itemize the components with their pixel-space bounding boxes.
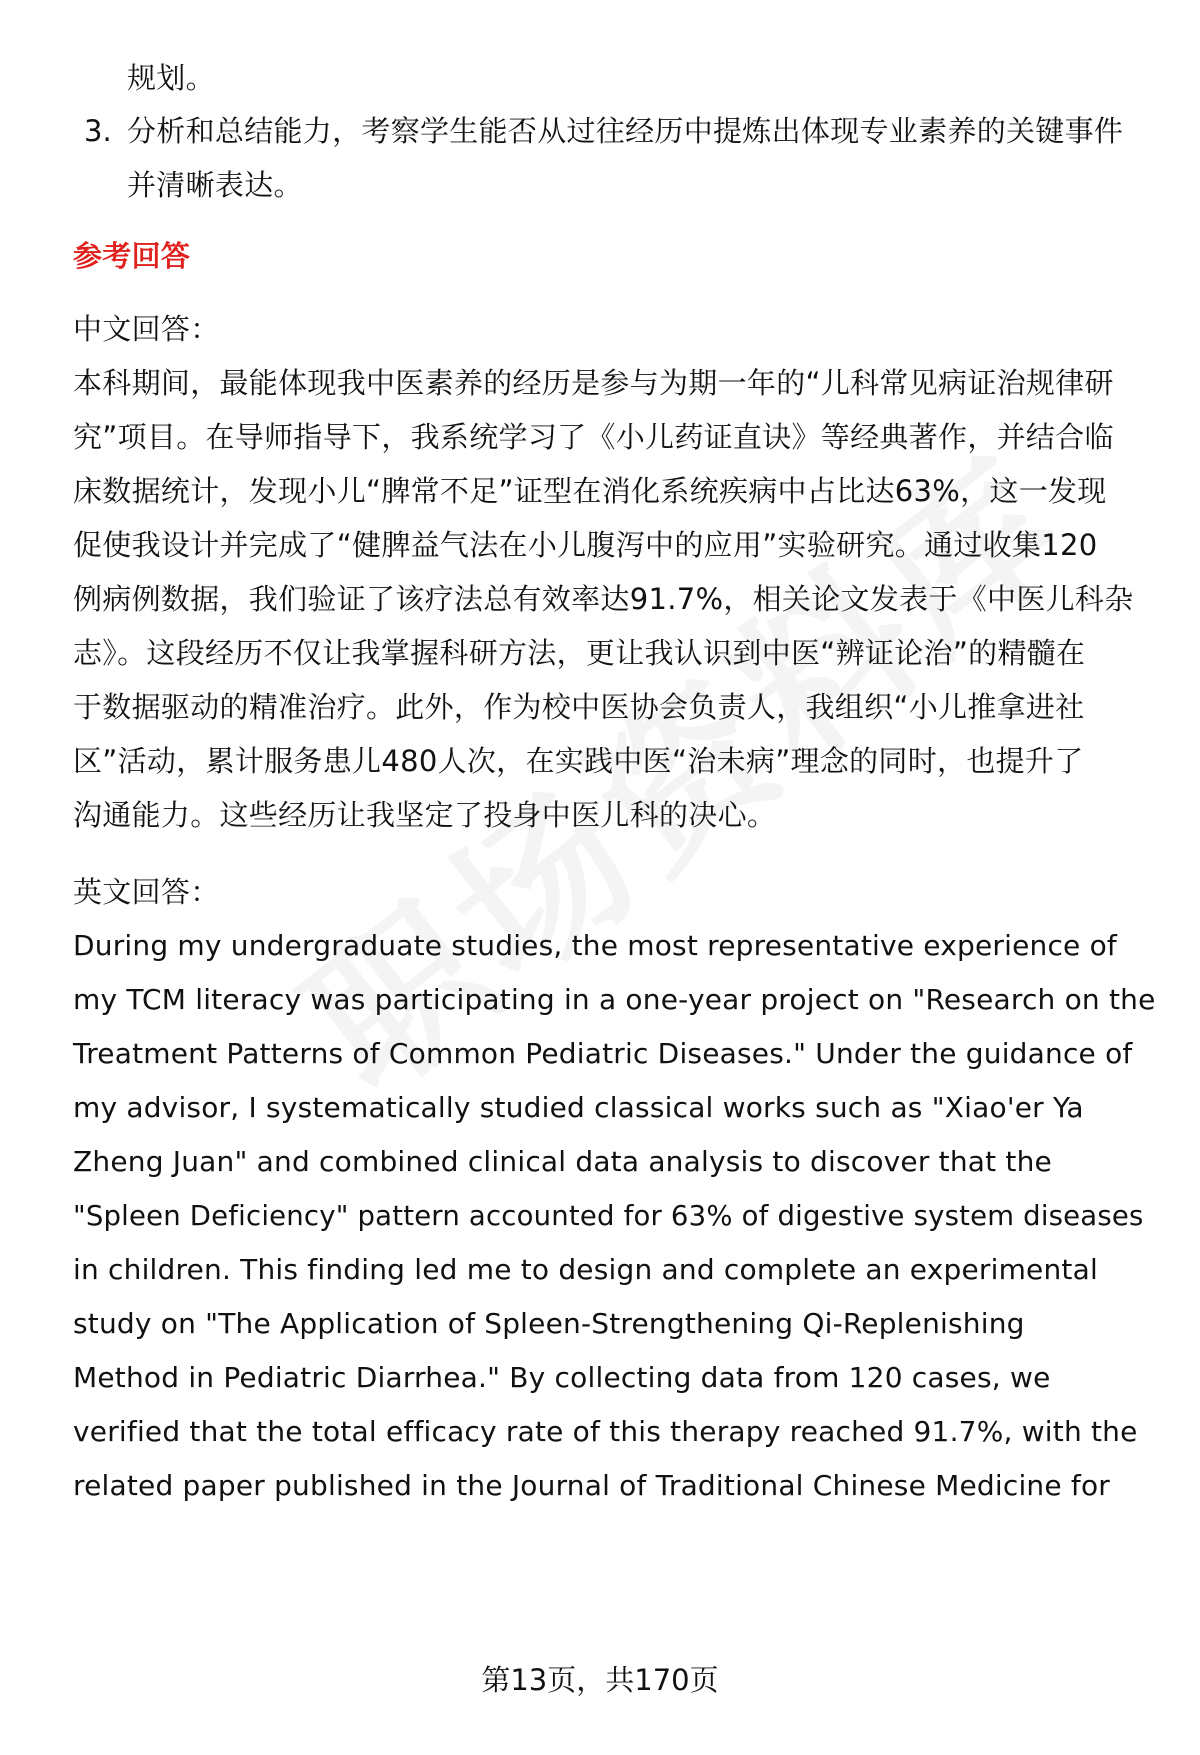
paragraph-line: 促使我设计并完成了“健脾益气法在小儿腹泻中的应用”实验研究。通过收集120 xyxy=(73,528,1098,562)
paragraph-line: verified that the total efficacy rate of this therapy reached 91.7%, with the xyxy=(73,1415,1138,1448)
paragraph-line: 区”活动，累计服务患儿480人次，在实践中医“治未病”理念的同时，也提升了 xyxy=(73,744,1084,778)
paragraph-line: 本科期间，最能体现我中医素养的经历是参与为期一年的“儿科常见病证治规律研 xyxy=(73,366,1114,400)
page-footer: 第13页，共170页 xyxy=(481,1663,719,1697)
paragraph-line: 例病例数据，我们验证了该疗法总有效率达91.7%，相关论文发表于《中医儿科杂 xyxy=(73,582,1134,616)
english-answer-label: 英文回答： xyxy=(73,875,220,909)
paragraph-line: 沟通能力。这些经历让我坚定了投身中医儿科的决心。 xyxy=(73,798,777,832)
paragraph-line: in children. This finding led me to design and complete an experimental xyxy=(73,1253,1098,1286)
list-item-number: 3. xyxy=(84,114,112,148)
paragraph-line: my TCM literacy was participating in a one-year project on "Research on the xyxy=(73,983,1156,1016)
paragraph-line: Zheng Juan" and combined clinical data analysis to discover that the xyxy=(73,1145,1052,1178)
intro-tail: 规划。 xyxy=(127,61,215,95)
paragraph-line: study on "The Application of Spleen-Strengthening Qi-Replenishing xyxy=(73,1307,1025,1340)
paragraph-line: 于数据驱动的精准治疗。此外，作为校中医协会负责人，我组织“小儿推拿进社 xyxy=(73,690,1085,724)
paragraph-line: Treatment Patterns of Common Pediatric Diseases." Under the guidance of xyxy=(73,1037,1133,1070)
paragraph-line: 究”项目。在导师指导下，我系统学习了《小儿药证直诀》等经典著作，并结合临 xyxy=(73,420,1114,454)
list-item-line: 分析和总结能力，考察学生能否从过往经历中提炼出体现专业素养的关键事件 xyxy=(127,114,1124,148)
paragraph-line: 志》。这段经历不仅让我掌握科研方法，更让我认识到中医“辨证论治”的精髓在 xyxy=(73,636,1086,670)
paragraph-line: related paper published in the Journal of Traditional Chinese Medicine for xyxy=(73,1469,1111,1502)
paragraph-line: my advisor, I systematically studied classical works such as "Xiao'er Ya xyxy=(73,1091,1084,1124)
paragraph-line: 床数据统计，发现小儿“脾常不足”证型在消化系统疾病中占比达63%，这一发现 xyxy=(73,474,1107,508)
chinese-answer-label: 中文回答： xyxy=(73,312,220,346)
paragraph-line: "Spleen Deficiency" pattern accounted for 63% of digestive system diseases xyxy=(73,1200,1144,1232)
list-item-line: 并清晰表达。 xyxy=(127,168,303,202)
reference-heading: 参考回答 xyxy=(73,239,191,273)
paragraph-line: During my undergraduate studies, the most representative experience of xyxy=(73,929,1117,962)
paragraph-line: Method in Pediatric Diarrhea." By collecting data from 120 cases, we xyxy=(73,1361,1051,1394)
